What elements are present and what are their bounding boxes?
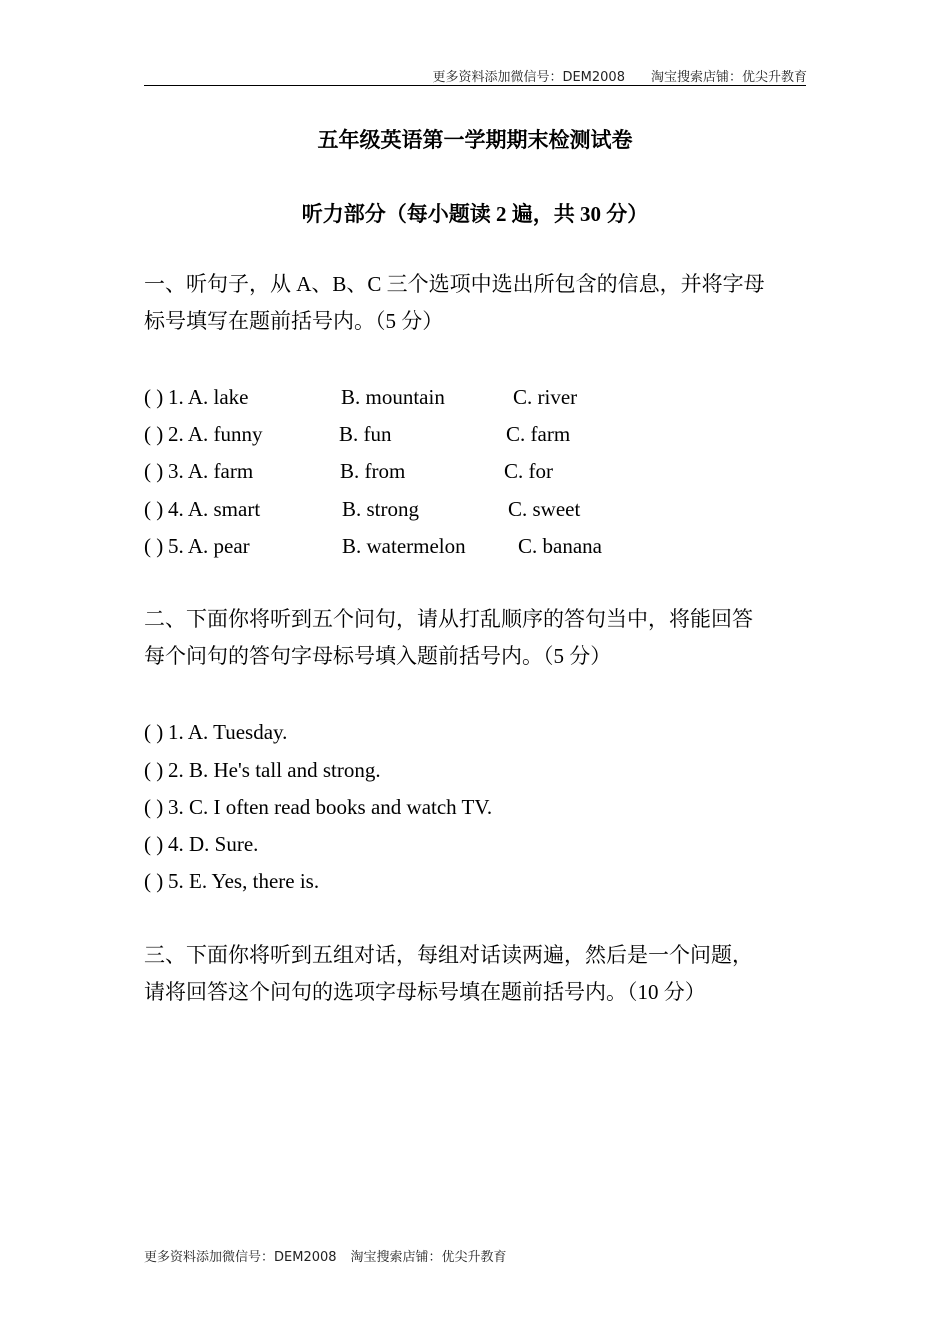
answer-bracket[interactable]: ( ) (144, 534, 164, 558)
answer-bracket[interactable]: ( ) (144, 758, 164, 782)
page-header (432, 66, 807, 85)
option-c: C. sweet (508, 497, 581, 521)
option-c: C. river (513, 385, 578, 409)
option-c: C. for (504, 459, 553, 483)
answer-option: 2. B. He's tall and strong. (168, 758, 381, 782)
option-b: B. watermelon (342, 534, 466, 558)
footer-shop: 淘宝搜索店铺：优尖升教育 (350, 1250, 507, 1265)
option-b: B. from (340, 459, 406, 483)
option-c: C. farm (506, 422, 571, 446)
answer-bracket[interactable]: ( ) (144, 795, 164, 819)
answer-bracket[interactable]: ( ) (144, 497, 164, 521)
header-shop: 淘宝搜索店铺：优尖升教育 (650, 70, 807, 85)
option-b: B. mountain (341, 385, 445, 409)
header-wechat: 更多资料添加微信号：DEM2008 (432, 70, 625, 85)
option-b: B. fun (339, 422, 392, 446)
answer-bracket[interactable]: ( ) (144, 385, 164, 409)
answer-option: 5. E. Yes, there is. (168, 869, 320, 893)
section3-line1: 三、下面你将听到五组对话，每组对话读两遍，然后是一个问题， (144, 943, 753, 967)
answer-option: 1. A. Tuesday. (168, 720, 288, 744)
answer-bracket[interactable]: ( ) (144, 832, 164, 856)
section3-line2: 请将回答这个问句的选项字母标号填在题前括号内。（10 分） (144, 980, 706, 1004)
section1-line2: 标号填写在题前括号内。（5 分） (144, 309, 444, 333)
section2-line2: 每个问句的答句字母标号填入题前括号内。（5 分） (144, 644, 612, 668)
section2-instructions (144, 601, 806, 675)
answer-option: 3. C. I often read books and watch TV. (168, 795, 493, 819)
section1-line1: 一、听句子，从 A、B、C 三个选项中选出所包含的信息，并将字母 (144, 272, 765, 296)
option-c: C. banana (518, 534, 602, 558)
answer-bracket[interactable]: ( ) (144, 422, 164, 446)
section3-instructions (144, 937, 806, 1011)
answer-option: 4. D. Sure. (168, 832, 259, 856)
option-a: 1. A. lake (168, 385, 249, 409)
exam-title: 五年级英语第一学期期末检测试卷 (317, 128, 633, 152)
answer-bracket[interactable]: ( ) (144, 459, 164, 483)
section1-instructions (144, 266, 806, 340)
option-a: 2. A. funny (168, 422, 263, 446)
option-b: B. strong (342, 497, 420, 521)
answer-bracket[interactable]: ( ) (144, 869, 164, 893)
header-divider (144, 85, 806, 86)
page-footer (144, 1246, 507, 1265)
option-a: 5. A. pear (168, 534, 250, 558)
listening-subtitle: 听力部分（每小题读 2 遍，共 30 分） (301, 202, 649, 226)
footer-wechat: 更多资料添加微信号：DEM2008 (144, 1250, 337, 1265)
section2-line1: 二、下面你将听到五个问句，请从打乱顺序的答句当中，将能回答 (144, 607, 753, 631)
option-a: 3. A. farm (168, 459, 254, 483)
answer-bracket[interactable]: ( ) (144, 720, 164, 744)
option-a: 4. A. smart (168, 497, 261, 521)
